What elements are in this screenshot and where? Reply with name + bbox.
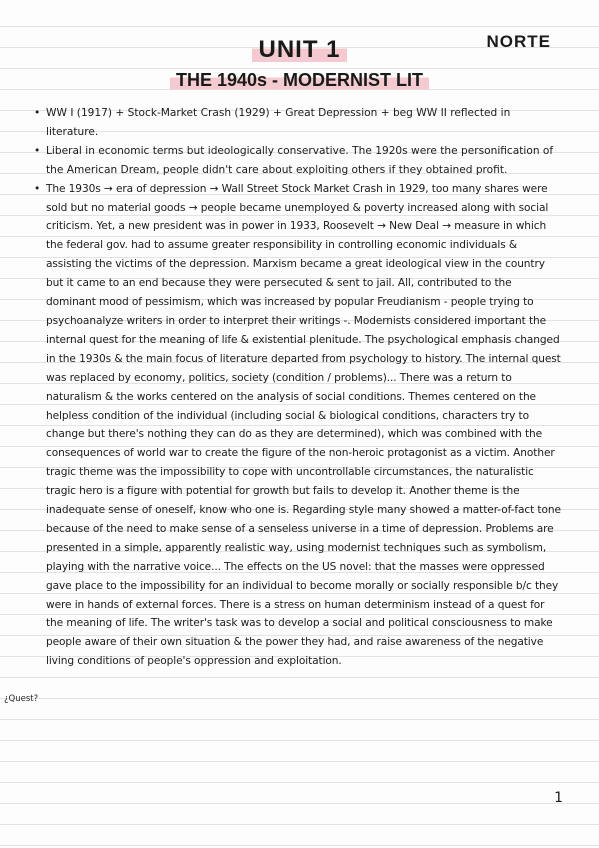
page-title: UNIT 1 bbox=[252, 36, 346, 64]
title-container bbox=[0, 36, 599, 64]
page-subtitle: THE 1940s - MODERNIST LIT bbox=[170, 68, 429, 92]
author-name: NORTE bbox=[486, 32, 551, 51]
page-number: 1 bbox=[554, 790, 563, 806]
margin-note: ¿Quest? bbox=[4, 694, 39, 704]
subtitle-container bbox=[0, 68, 599, 92]
list-item: • Liberal in economic terms but ideologically conservative. The 1920s were the personification of the American Dream, people didn't care about exploiting others if they obtained profit. bbox=[34, 142, 564, 180]
notes-list bbox=[34, 104, 564, 671]
list-item: • WW I (1917) + Stock-Market Crash (1929) + Great Depression + beg WW II reflected in literature. bbox=[34, 104, 564, 142]
list-item: • The 1930s → era of depression → Wall Street Stock Market Crash in 1929, too many shares were sold but no material goods → people became unemployed & poverty increased along with social criticism. Yet, a new president was in power in 1933, Roosevelt → New Deal → measure in which the federal gov. had to assume greater responsibility in controlling economic individuals & assisting the victims of the depression. Marxism became a great ideological view in the country but it came to an end because they were persecuted & sent to jail. All, contributed to the dominant mood of pessimism, which was increased by popular Freudianism - people trying to psychoanalyze writers in order to interpret their writings -. Modernists considered important the internal quest for the meaning of life & existential plenitude. The psychological emphasis changed in the 1930s & the main focus of literature departed from psychology to history. The internal quest was replaced by economy, politics, society (condition / problems)... There was a return to naturalism & the works centered on the analysis of social conditions. Themes centered on the helpless condition of the individual (including social & biological conditions, characters try to change but there's nothing they can do as they are determined), which was combined with the consequences of world war to create the figure of the non-heroic protagonist as a victim. Another tragic theme was the impossibility to cope with uncontrollable circumstances, the naturalistic tragic hero is a figure with potential for growth but fails to develop it. Another theme is the inadequate sense of oneself, know who one is. Regarding style many showed a matter-of-fact tone because of the need to make sense of a senseless universe in a time of depression. Problems are presented in a simple, apparently realistic way, using modernist techniques such as symbolism, playing with the narrative voice... The effects on the US novel: that the masses were oppressed gave place to the impossibility for an individual to become morally or socially responsible b/c they were in hands of external forces. There is a stress on human determinism instead of a quest for the meaning of life. The writer's task was to develop a social and political consciousness to make people aware of their own situation & the power they had, and raise awareness of the negative living conditions of people's oppression and exploitation. bbox=[34, 180, 564, 672]
